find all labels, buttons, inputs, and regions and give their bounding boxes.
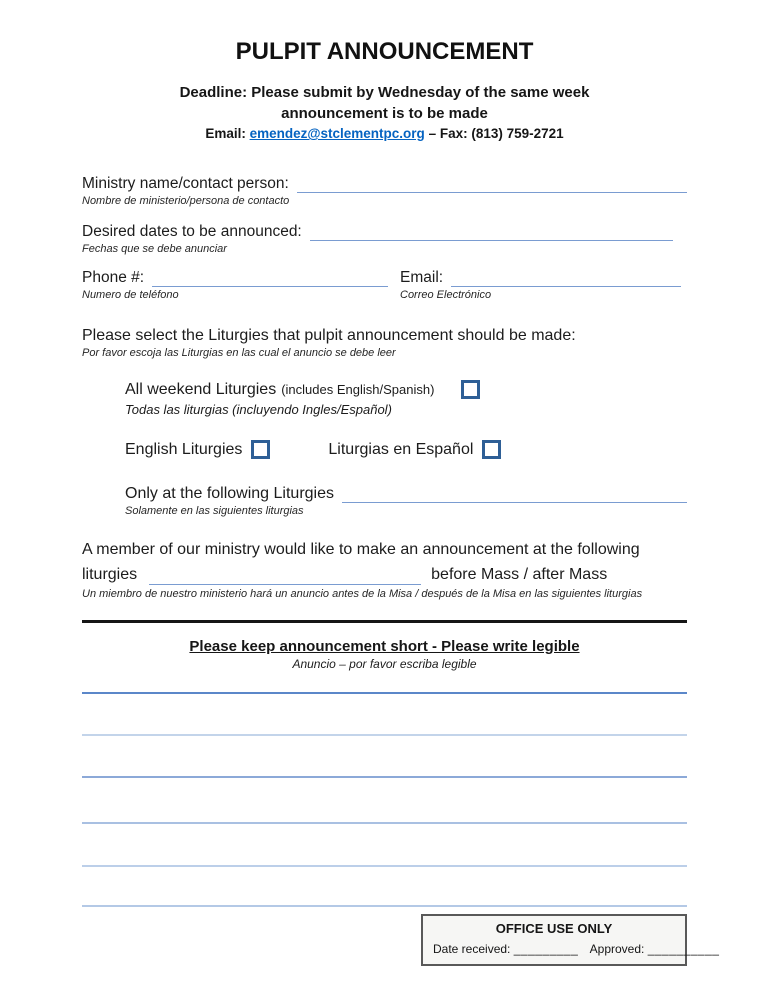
date-received-label: Date received: (433, 942, 511, 957)
fax-text: – Fax: (813) 759-2721 (428, 126, 564, 142)
language-options-row (125, 440, 687, 459)
approved-label: Approved: (589, 942, 645, 957)
member-sublabel: Un miembro de nuestro ministerio hará un anuncio antes de la Misa / después de la Misa en las siguientes liturgias (82, 588, 643, 601)
ministry-label: Ministry name/contact person: (82, 175, 289, 193)
deadline-text (82, 82, 687, 126)
phone-input-line[interactable] (152, 269, 388, 287)
all-weekend-sublabel: Todas las liturgias (incluyendo Ingles/Español) (125, 402, 392, 418)
dates-sublabel: Fechas que se debe anunciar (82, 243, 227, 256)
email-label: Email: (205, 126, 246, 142)
form-header (82, 38, 687, 141)
member-line-1: A member of our ministry would like to make an announcement at the following (82, 541, 640, 559)
page-title: PULPIT ANNOUNCEMENT (235, 38, 534, 65)
liturgy-prompt: Please select the Liturgies that pulpit announcement should be made: (82, 327, 576, 345)
before-after-mass-label: before Mass / after Mass (431, 565, 608, 583)
member-liturgies-input-line[interactable] (149, 567, 421, 585)
spanish-liturgies-checkbox[interactable] (482, 440, 501, 459)
liturgy-prompt-sublabel: Por favor escoja las Liturgias en las cual el anuncio se debe leer (82, 347, 396, 360)
member-liturgies-label: liturgies (82, 565, 138, 583)
office-use-only-box (421, 914, 720, 966)
all-weekend-note: (includes English/Spanish) (281, 382, 435, 398)
email-field-label: Email: (400, 269, 444, 287)
office-use-heading: OFFICE USE ONLY (495, 921, 613, 937)
announcement-line-3[interactable] (82, 736, 687, 778)
announcement-write-area (82, 671, 687, 907)
only-following-sublabel: Solamente en las siguientes liturgias (125, 505, 304, 518)
all-weekend-option (125, 380, 687, 417)
dates-label: Desired dates to be announced: (82, 223, 302, 241)
english-liturgies-label: English Liturgies (125, 440, 243, 458)
only-following-field (125, 485, 687, 517)
announcement-line-4[interactable] (82, 778, 687, 824)
email-input-line[interactable] (451, 269, 681, 287)
phone-email-row (82, 269, 687, 301)
only-following-label: Only at the following Liturgies (125, 485, 334, 503)
announcement-line-6[interactable] (82, 867, 687, 907)
ministry-sublabel: Nombre de ministerio/persona de contacto (82, 195, 290, 208)
dates-input-line[interactable] (310, 223, 673, 241)
all-weekend-label: All weekend Liturgies (125, 380, 277, 398)
english-liturgies-checkbox[interactable] (251, 440, 270, 459)
section-divider (82, 620, 687, 623)
contact-line (82, 126, 687, 141)
deadline-line-1: Deadline: Please submit by Wednesday of the same week (179, 83, 590, 101)
date-received-blank[interactable]: _________ (513, 942, 579, 957)
ministry-field (82, 175, 687, 207)
announcement-line-2[interactable] (82, 694, 687, 736)
phone-sublabel: Numero de teléfono (82, 289, 179, 302)
only-following-input-line[interactable] (342, 485, 687, 503)
announcement-heading: Please keep announcement short - Please write legible (189, 638, 580, 656)
ministry-input-line[interactable] (297, 175, 687, 193)
spanish-liturgies-label: Liturgias en Español (328, 440, 474, 458)
approved-blank[interactable]: __________ (647, 942, 720, 957)
announcement-line-5[interactable] (82, 824, 687, 867)
all-weekend-checkbox[interactable] (461, 380, 480, 399)
email-sublabel: Correo Electrónico (400, 289, 492, 302)
email-field (400, 269, 687, 301)
member-announcement-section (82, 539, 687, 602)
email-link[interactable]: emendez@stclementpc.org (249, 126, 425, 142)
phone-field (82, 269, 388, 301)
phone-label: Phone #: (82, 269, 145, 287)
announcement-line-1[interactable] (82, 671, 687, 694)
announcement-subheading: Anuncio – por favor escriba legible (292, 657, 477, 672)
dates-field (82, 223, 687, 255)
deadline-line-2: announcement is to be made (281, 105, 488, 123)
